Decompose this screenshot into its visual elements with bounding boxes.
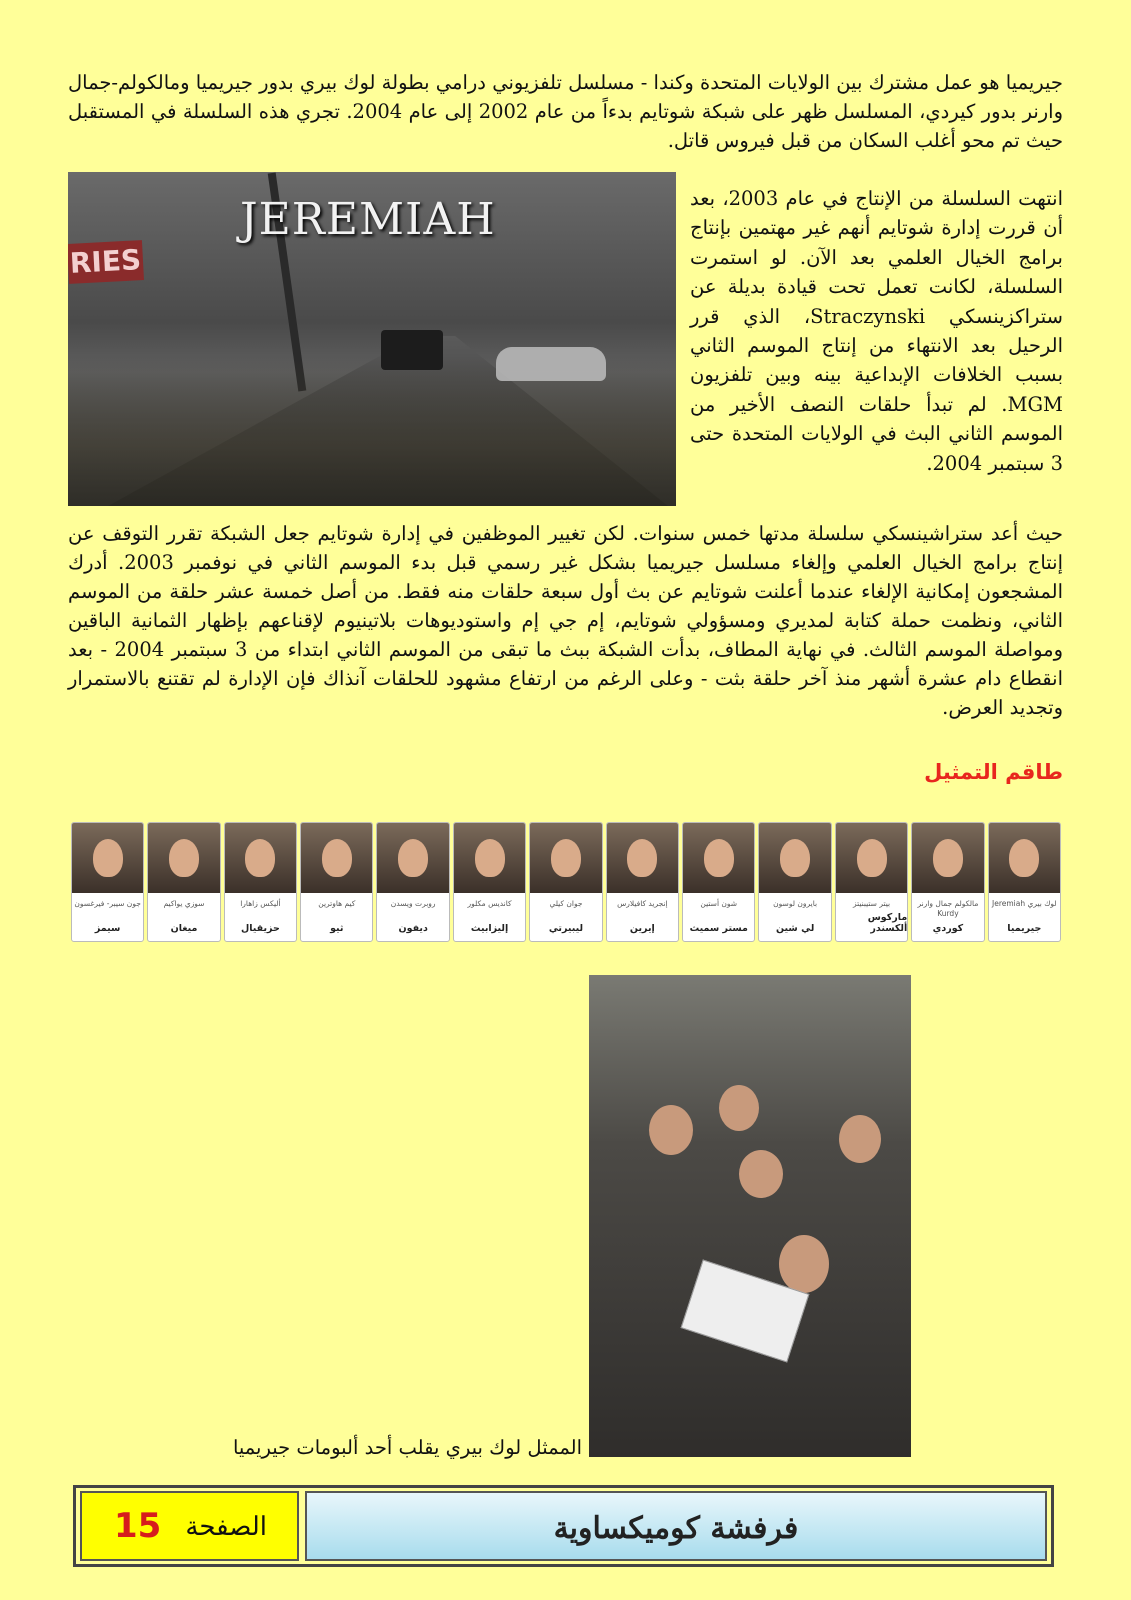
cast-photo: [530, 823, 601, 893]
truck-shape: [381, 330, 443, 370]
cast-card: [606, 822, 679, 942]
cast-photo: [836, 823, 907, 893]
cast-photo: [301, 823, 372, 893]
cast-photo: [607, 823, 678, 893]
cast-actor-name: شون أستين: [700, 899, 738, 908]
production-paragraph: انتهت السلسلة من الإنتاج في عام 2003، بعد أن قررت إدارة شوتايم أنهم غير مهتمين بإنتاج برامج الخيال العلمي بعد الآن. لو استمرت السلسلة، لكانت تعمل تحت قيادة بديلة عن ستراكزينسكي Straczynski، الذي قرر الرحيل بعد الانتهاء من إنتاج الموسم الثاني بسبب الخلافات الإبداعية بينه وبين تلفزيون MGM. لم تبدأ حلقات النصف الأخير من الموسم الثاني البث في الولايات المتحدة حتى 3 سبتمبر 2004.: [690, 187, 1063, 475]
page-label: الصفحة: [185, 1512, 267, 1542]
cast-photo: [454, 823, 525, 893]
cast-card: [529, 822, 602, 942]
cast-photo: [912, 823, 983, 893]
cast-card: [71, 822, 144, 942]
cast-photo: [225, 823, 296, 893]
cast-actor-name: لوك بيري Jeremiah: [992, 899, 1057, 908]
cast-role-name: ثيو: [330, 923, 344, 934]
cast-card: [224, 822, 297, 942]
photo-caption: الممثل لوك بيري يقلب أحد ألبومات جيريميا: [232, 1436, 582, 1459]
child-face: [649, 1105, 693, 1155]
luke-perry-album-photo: [589, 975, 911, 1457]
page-footer: [73, 1485, 1054, 1567]
cast-actor-name: مالكولم جمال وارنر Kurdy: [917, 899, 979, 918]
cast-role-name: إليزابيث: [470, 923, 509, 934]
cast-heading: طاقم التمثيل: [924, 760, 1063, 784]
cast-role-name: ماركوس ألكسندر: [867, 912, 908, 934]
cast-actor-name: كيم هاوترين: [318, 899, 356, 908]
magazine-title: فرفشة كوميكساوية: [553, 1511, 799, 1546]
cast-role-name: لي شين: [776, 923, 815, 934]
cast-card: [147, 822, 220, 942]
cast-actor-name: بايرون لوسون: [773, 899, 818, 908]
cast-actor-name: جوان كيلي: [549, 899, 583, 908]
cast-role-name: سيمز: [94, 923, 121, 934]
cancellation-paragraph: حيث أعد ستراشينسكي سلسلة مدتها خمس سنوات. لكن تغيير الموظفين في إدارة شوتايم جعل الشبكة تقرر التوقف عن إنتاج برامج الخيال العلمي وإلغاء مسلسل جيريميا بشكل غير رسمي قبل بدء الموسم الثاني في نوفمبر 2003. أدرك المشجعون إمكانية الإلغاء عندما أعلنت شوتايم عن بث أول سبعة حلقات منه فقط. من أصل خمسة عشر حلقة من الموسم الثاني، ونظمت حملة كتابة لمديري ومسؤولي شوتايم، إم جي إم واستوديوهات بلاتينيوم لإقناعهم بإظهار الثمانية الباقين ومواصلة الموسم الثالث. في نهاية المطاف، بدأت الشبكة ببث ما تبقى من الموسم الثاني ابتداء من 3 سبتمبر 2004 - بعد انقطاع دام عشرة أشهر منذ آخر حلقة بثت - وعلى الرغم من ارتفاع مشهود للحلقات آنذاك فإن الإدارة لم تقتنع بالاستمرار وتجديد العرض.: [68, 522, 1064, 719]
cast-photo: [759, 823, 830, 893]
cast-photo: [989, 823, 1060, 893]
cast-actor-name: سوزي يواكيم: [163, 899, 205, 908]
cast-role-name: ديفون: [398, 923, 428, 934]
cast-role-name: مستر سميث: [689, 923, 748, 934]
cast-role-name: جيريميا: [1007, 923, 1042, 934]
cast-card: [988, 822, 1061, 942]
cast-photo: [683, 823, 754, 893]
cast-photo: [148, 823, 219, 893]
diner-sign: RIES: [68, 240, 144, 284]
poster-title: JEREMIAH: [240, 194, 496, 245]
page-number-box: [80, 1491, 299, 1561]
cast-actor-name: إنجريد كافيلارس: [617, 899, 668, 908]
magazine-title-box: [305, 1491, 1047, 1561]
cast-strip: [68, 822, 1061, 946]
wrecked-car-shape: [496, 347, 606, 381]
cast-photo: [377, 823, 448, 893]
cast-card: [376, 822, 449, 942]
cast-card: [300, 822, 373, 942]
cast-actor-name: كانديس مكلور: [467, 899, 512, 908]
cast-card: [682, 822, 755, 942]
child-face: [839, 1115, 881, 1163]
cast-card: [453, 822, 526, 942]
cast-actor-name: روبرت ويسدن: [390, 899, 436, 908]
cast-card: [911, 822, 984, 942]
child-face: [739, 1150, 783, 1198]
cast-actor-name: بيتر ستيبنيتز: [852, 899, 891, 908]
cast-card: [758, 822, 831, 942]
cast-photo: [72, 823, 143, 893]
cast-role-name: إيرين: [629, 923, 655, 934]
cast-card: [835, 822, 908, 942]
intro-paragraph: جيريميا هو عمل مشترك بين الولايات المتحدة وكندا - مسلسل تلفزيوني درامي بطولة لوك بيري بدور جيريميا ومالكولم-جمال وارنر بدور كيردي، المسلسل ظهر على شبكة شوتايم بدءاً من عام 2002 إلى عام 2004. تجري هذه السلسلة في المستقبل حيث تم محو أغلب السكان من قبل فيروس قاتل.: [68, 71, 1064, 152]
child-face: [719, 1085, 759, 1131]
cast-role-name: ليبيرتي: [548, 923, 584, 934]
page-number: 15: [114, 1506, 162, 1546]
cast-actor-name: أليكس زاهارا: [240, 899, 281, 908]
cast-actor-name: جون سيبر- فيرغسون: [74, 899, 141, 908]
jeremiah-poster-image: [68, 172, 676, 506]
cast-role-name: ميغان: [170, 923, 198, 934]
actor-face: [779, 1235, 829, 1293]
cast-role-name: حزيقيال: [240, 923, 280, 934]
cast-role-name: كوردي: [932, 923, 964, 934]
